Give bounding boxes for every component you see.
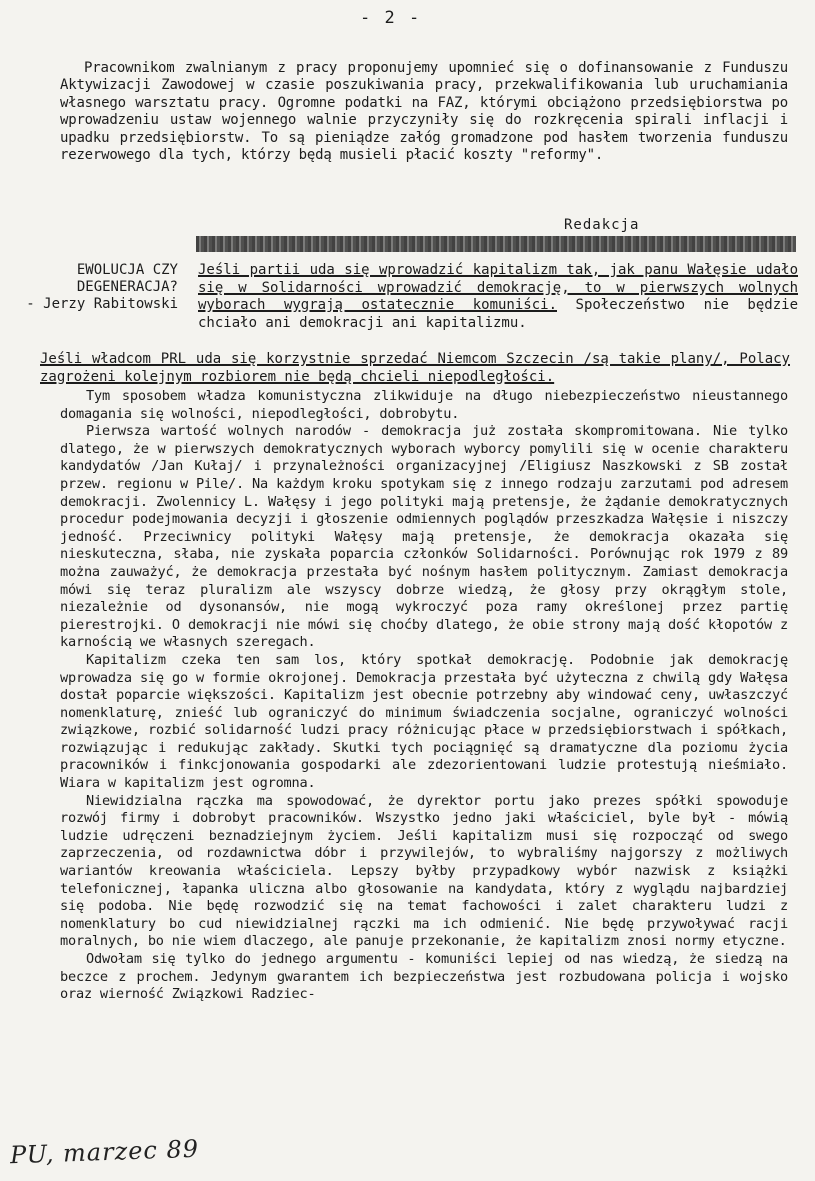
intro-paragraph: Pracownikom zwalnianym z pracy proponujemy upomnieć się o dofinansowanie z Funduszu Aktywizacji Zawodowej w czasie poszukiwania pracy, przekwalifikowania lub uruchamiania własnego warsztatu pracy. Ogromne podatki na FAZ, którymi obciążono przedsiębiorstwa po wprowadzeniu ustaw wojennego walnie przyczyniły się do rozkręcenia spirali inflacji i upadku przedsiębiorstw. To są pieniądze załóg gromadzone pod hasłem tworzenia funduszu rezerwowego dla tych, którzy będą musieli płacić koszty "reformy". bbox=[60, 60, 788, 164]
article-heading: EWOLUCJA CZY DEGENERACJA? bbox=[76, 262, 178, 295]
editor-signature: Redakcja bbox=[564, 217, 640, 233]
article-heading-block bbox=[18, 262, 178, 313]
article-author: - Jerzy Rabitowski bbox=[26, 296, 178, 312]
crossed-out-line bbox=[196, 236, 796, 252]
body-paragraph: Kapitalizm czeka ten sam los, który spotkał demokrację. Podobnie jak demokrację wprowadza się go w formie okrojonej. Demokracja przestała być użyteczna z chwilą gdy Wałęsa dostał poparcie większości. Kapitalizm jest obecnie potrzebny aby windować ceny, uwłaszczyć nomenklaturę, znieść lub ograniczyć do minimum świadczenia socjalne, ograniczyć wolności związkowe, rozbić solidarność ludzi pracy różnicując płace w przedsiębiorstwach i spółkach, rozwiązując i redukując zakłady. Skutki tych pociągnięć są dramatyczne dla poziomu życia pracowników i finkcjonowania gospodarki ale zdezorientowani ludzie protestują nieśmiało. Wiara w kapitalizm jest ogromna. bbox=[60, 651, 788, 792]
lead-plain: Społeczeństwo nie będzie chciało ani demokracji ani kapitalizmu. bbox=[198, 297, 798, 331]
body-paragraph: Odwołam się tylko do jednego argumentu - komuniści lepiej od nas wiedzą, że siedzą na beczce z prochem. Jedynym gwarantem ich bezpieczeństwa jest rozbudowana policja i wojsko oraz wierność Związkowi Radziec- bbox=[60, 951, 788, 1003]
handwritten-note: PU, marzec 89 bbox=[9, 1134, 200, 1170]
article-body bbox=[60, 388, 788, 1004]
lead-underlined-1: Jeśli partii uda się wprowadzić kapitalizm tak, jak panu Wałęsie udało się w Solidarności wprowadzić demokrację, to w pierwszych wolnych wyborach wygrają ostatecznie komuniści. bbox=[198, 262, 798, 314]
lead-underlined-2: Jeśli władcom PRL uda się korzystnie sprzedać Niemcom Szczecin /są takie plany/, Polacy zagrożeni kolejnym rozbiorem nie będą chcieli niepodległości. bbox=[40, 351, 790, 385]
body-paragraph: Tym sposobem władza komunistyczna zlikwiduje na długo niebezpieczeństwo nieustannego domagania się wolności, niepodległości, dobrobytu. bbox=[60, 388, 788, 422]
intro-section bbox=[60, 60, 788, 164]
body-paragraph: Pierwsza wartość wolnych narodów - demokracja już została skompromitowana. Nie tylko dlatego, że w pierwszych demokratycznych wyborach wyborcy pomylili się w ocenie charakteru kandydatów /Jan Kułaj/ i przynależności organizacyjnej /Eligiusz Naszkowski z SB został przew. regionu w Pile/. Na każdym kroku spotykam się z innego rodzaju zarzutami pod adresem demokracji. Zwolennicy L. Wałęsy i jego polityki mają pretensje, że żądanie demokratycznych procedur podejmowania decyzji i głoszenie odmiennych poglądów przeszkadza Wałęsie i niszczy jedność. Przeciwnicy polityki Wałęsy mają pretensje, że demokracja okazała się nieskuteczna, słaba, nie zyskała poparcia członków Solidarności. Porównując rok 1979 z 89 można zauważyć, że demokracja przestała być nośnym hasłem politycznym. Zamiast demokracja mówi się teraz pluralizm ale wszyscy dobrze wiedzą, że głosy przy okrągłym stole, niezależnie od dysonansów, nie mogą wykroczyć poza ramy określonej przez partię pierestrojki. O demokracji nie mówi się choćby dlatego, że obie strony mają dość kłopotów z karnością we własnych szeregach. bbox=[60, 423, 788, 651]
article-lead bbox=[198, 262, 798, 332]
body-paragraph: Niewidzialna rączka ma spowodować, że dyrektor portu jako prezes spółki spowoduje rozwój firmy i dobrobyt pracowników. Wszystko jedno jaki właściciel, byle był - mówią ludzie udręczeni beznadziejnym życiem. Jeśli kapitalizm musi się rozpocząć od swego zaprzeczenia, od rozdawnictwa dóbr i przywilejów, to wybraliśmy najgorszy z możliwych wariantów kreowania właściciela. Lepszy byłby przypadkowy wybór nazwisk z książki telefonicznej, łapanka uliczna albo głosowanie na kandydata, który z wyglądu najbardziej się podoba. Nie będę rozwodzić się na temat fachowości i zalet charakteru ludzi z nomenklatury bo cud niewidzialnej rączki ma ich odmienić. Nie będę przywoływać racji moralnych, bo nie wiem dlaczego, ale panuje przekonanie, że kapitalizm znosi normy etyczne. bbox=[60, 792, 788, 950]
page-number: - 2 - bbox=[360, 8, 422, 28]
